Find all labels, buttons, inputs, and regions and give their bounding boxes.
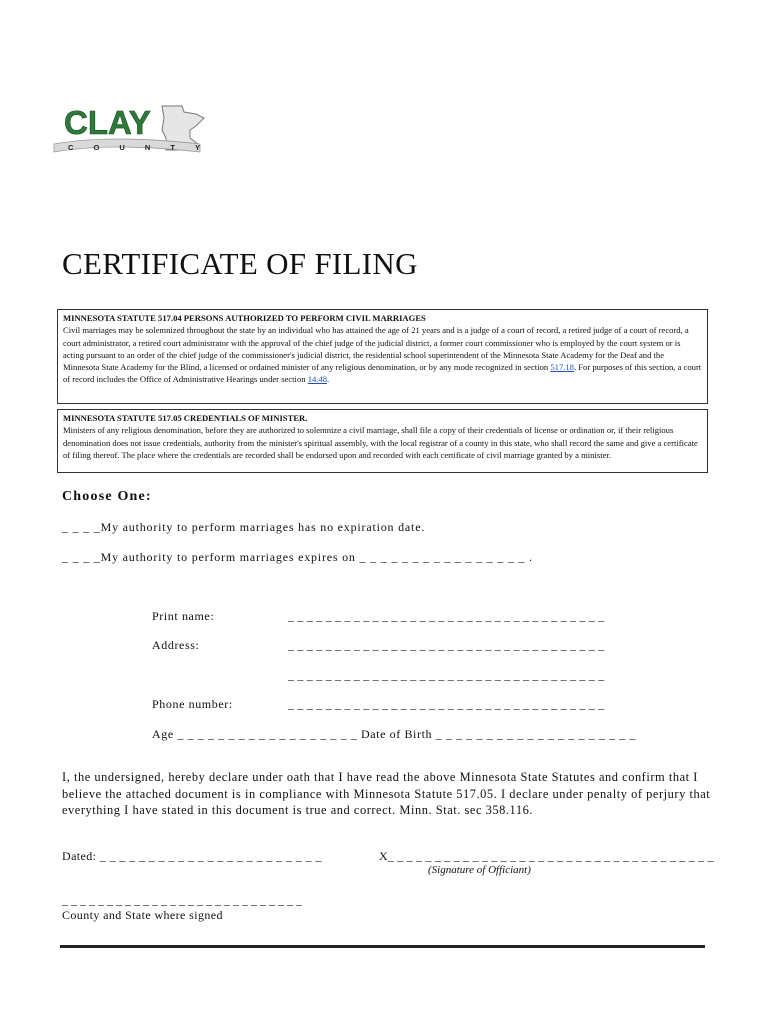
phone-number-label: Phone number: [152, 697, 233, 711]
statute-heading: MINNESOTA STATUTE 517.04 PERSONS AUTHORIZED TO PERFORM CIVIL MARRIAGES [63, 313, 426, 323]
statute-517-04-box [57, 309, 708, 404]
bottom-divider [60, 945, 705, 948]
section-14-48-link[interactable]: 14.48 [307, 374, 328, 385]
section-517-18-link[interactable]: 517.18 [550, 362, 574, 373]
address-field-line-2[interactable]: _ _ _ _ _ _ _ _ _ _ _ _ _ _ _ _ _ _ _ _ _ _ _ _ _ _ _ _ _ _ _ _ _ _ [288, 668, 605, 682]
minnesota-map-icon [50, 104, 212, 158]
logo-word: CLAY [64, 104, 151, 141]
print-name-field[interactable]: _ _ _ _ _ _ _ _ _ _ _ _ _ _ _ _ _ _ _ _ _ _ _ _ _ _ _ _ _ _ _ _ _ _ [288, 609, 605, 623]
option-no-expiration[interactable]: _ _ _ _My authority to perform marriages has no expiration date. [62, 520, 426, 534]
signature-field[interactable]: X_ _ _ _ _ _ _ _ _ _ _ _ _ _ _ _ _ _ _ _ _ _ _ _ _ _ _ _ _ _ _ _ _ _ _ [379, 849, 714, 863]
statute-heading: MINNESOTA STATUTE 517.05 CREDENTIALS OF MINISTER. [63, 413, 308, 423]
age-and-dob-fields[interactable]: Age _ _ _ _ _ _ _ _ _ _ _ _ _ _ _ _ _ _ Date of Birth _ _ _ _ _ _ _ _ _ _ _ _ _ _ _ _ _ _ _ _ [152, 727, 637, 741]
county-state-field[interactable]: _ _ _ _ _ _ _ _ _ _ _ _ _ _ _ _ _ _ _ _ _ _ _ _ _ _ _ [62, 893, 302, 907]
statute-text: Civil marriages may be solemnized throughout the state by an individual who has attained the age of 21 years and is a judge of a court of record, a retired judge of a court of record, a court administrator, a retired court administrator with the approval of the chief judge of the judicial district, a former court commissioner who is employed by the court system or is acting pursuant to an order of the chief judge of the commissioner's judicial district, the residential school superintendent of the Minnesota State Academy for the Deaf and the Minnesota State Academy for the Blind, a licensed or ordained minister of any religious denomination, or by any mode recognized in section [63, 325, 689, 373]
phone-number-field[interactable]: _ _ _ _ _ _ _ _ _ _ _ _ _ _ _ _ _ _ _ _ _ _ _ _ _ _ _ _ _ _ _ _ _ _ [288, 697, 605, 711]
dated-field[interactable]: Dated: _ _ _ _ _ _ _ _ _ _ _ _ _ _ _ _ _ _ _ _ _ _ _ [62, 849, 322, 863]
statute-text: . For purposes of this section, a court of record includes the Office of Administrative Hearings under section [63, 362, 702, 385]
option-expires-on[interactable]: _ _ _ _My authority to perform marriages expires on _ _ _ _ _ _ _ _ _ _ _ _ _ _ _ _ . [62, 550, 533, 564]
choose-one-heading: Choose One: [62, 489, 152, 504]
address-label: Address: [152, 638, 200, 652]
county-state-caption: County and State where signed [62, 908, 223, 922]
logo-subtext: C O U N T Y [68, 143, 209, 152]
page-title: CERTIFICATE OF FILING [62, 246, 418, 281]
clay-county-logo [50, 104, 212, 158]
print-name-label: Print name: [152, 609, 215, 623]
statute-body: Ministers of any religious denomination, before they are authorized to solemnize a civil marriage, shall file a copy of their credentials of license or ordination or, if their religious denomination does not issue credentials, authority from the minister's spiritual assembly, with the local registrar of a county in this state, who shall record the same and give a certificate of filing thereof. The place where the credentials are recorded shall be endorsed upon and recorded with each certificate of civil marriage granted by a minister. [63, 425, 698, 460]
address-field-line-1[interactable]: _ _ _ _ _ _ _ _ _ _ _ _ _ _ _ _ _ _ _ _ _ _ _ _ _ _ _ _ _ _ _ _ _ _ [288, 638, 605, 652]
oath-declaration: I, the undersigned, hereby declare under oath that I have read the above Minnesota State Statutes and confirm that I believe the attached document is in compliance with Minnesota Statute 517.05. I declare under penalty of perjury that everything I have stated in this document is true and correct. Minn. Stat. sec 358.116. [62, 770, 711, 817]
statute-text: . [327, 374, 330, 385]
statute-517-05-box [57, 409, 708, 473]
statute-body [63, 324, 702, 385]
signature-caption: (Signature of Officiant) [428, 864, 531, 876]
